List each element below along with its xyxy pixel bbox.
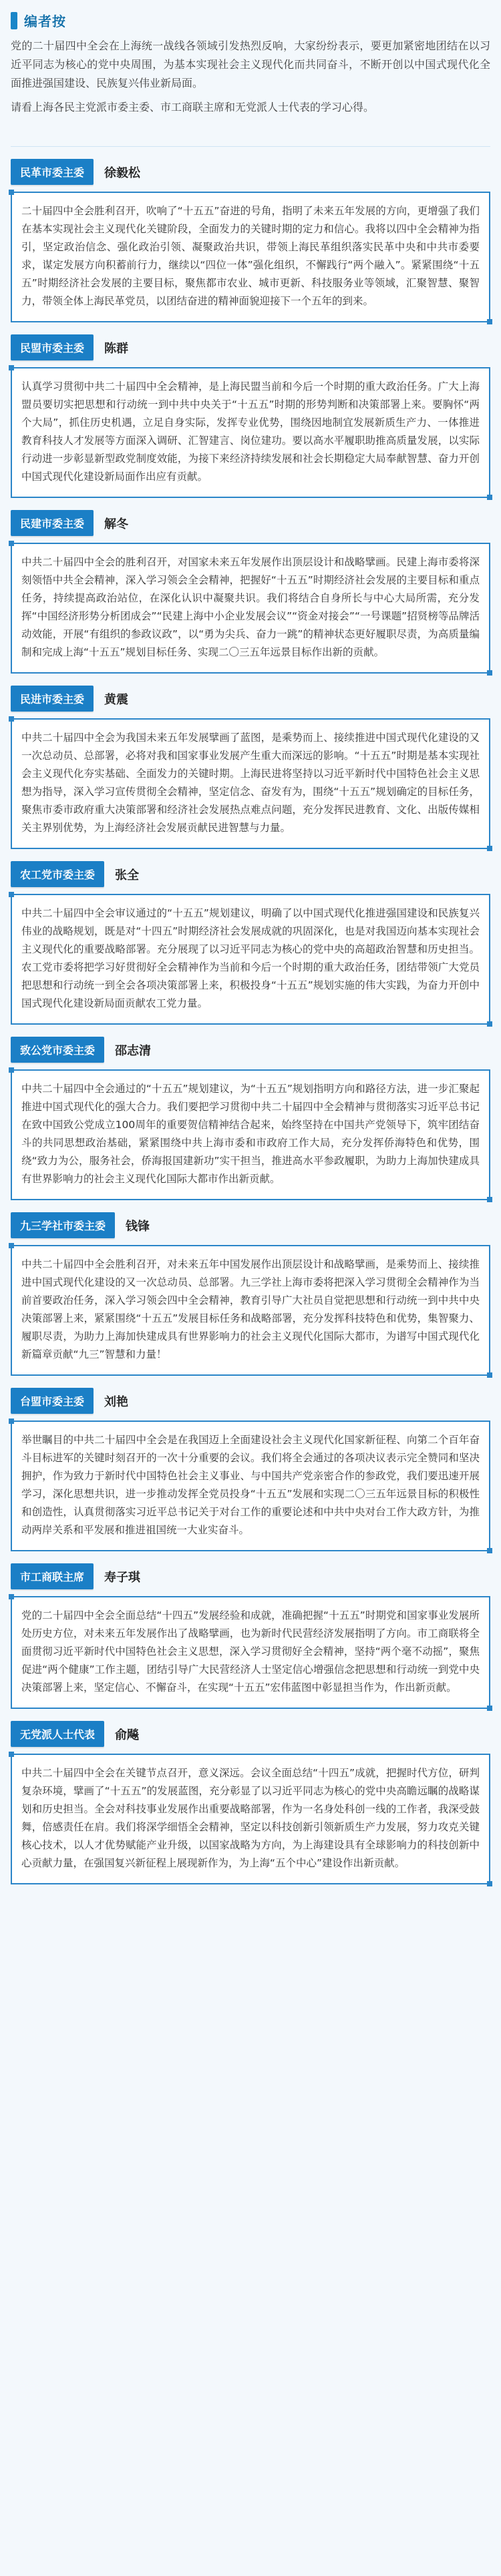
section-minge — [11, 159, 490, 322]
section-text: 中共二十届四中全会在关键节点召开，意义深远。会议全面总结“十四五”成就，把握时代方位，研判复杂环境，擘画了“十五五”的发展蓝图，充分彰显了以习近平同志为核心的党中央高瞻远瞩的战略谋划和历史担当。全会对科技事业发展作出重要战略部署，作为一名身处科创一线的工作者，我深受鼓舞，倍感责任在肩。我们将深学细悟全会精神，坚定以科技创新引领新质生产力发展，努力攻克关键核心技术，以人才优势赋能产业升级，以国家战略为方向，为上海建设具有全球影响力的科技创新中心贡献力量，在强国复兴新征程上展现新作为，为上海“五个中心”建设作出新贡献。 — [21, 1767, 480, 1869]
party-badge: 民进市委主委 — [11, 686, 94, 712]
divider — [11, 146, 490, 147]
section-minjin — [11, 686, 490, 849]
speaker-name: 黄震 — [104, 692, 129, 707]
section-nonggong — [11, 861, 490, 1025]
editor-note — [0, 0, 501, 134]
speaker-name: 刘艳 — [104, 1394, 129, 1409]
section-zhigong — [11, 1037, 490, 1200]
section-header — [11, 1721, 490, 1747]
editor-note-body — [11, 37, 490, 117]
section-text: 中共二十届四中全会的胜利召开，对国家未来五年发展作出顶层设计和战略擘画。民建上海市委将深刻领悟中共全会精神，深入学习领会全会精神，把握好“十五五”时期经济社会发展的主要目标和重点任务，持续提高政治站位，在深化认识中凝聚共识。我们将结合自身所长与中心大局所需，充分发挥“中国经济形势分析团成会”“民建上海中小企业发展会议”“资金对接会”“一号课题”招贤榜等品牌活动效能，开展“有组织的参政议政”，以“勇为尖兵、奋力一跳”的精神状态更好履职尽责，为高质量编制和完成上海“十五五”规划目标任务、实现二〇三五年远景目标作出新的贡献。 — [21, 556, 480, 658]
section-header — [11, 1388, 490, 1414]
party-badge: 民建市委主委 — [11, 510, 94, 536]
section-header — [11, 334, 490, 360]
section-content — [11, 1245, 490, 1376]
section-jiusan — [11, 1212, 490, 1376]
speaker-name: 徐毅松 — [104, 166, 141, 180]
party-badge: 农工党市委主委 — [11, 861, 104, 887]
speaker-name: 张全 — [115, 868, 140, 882]
party-badge: 市工商联主席 — [11, 1563, 94, 1589]
section-content — [11, 718, 490, 849]
section-text: 举世瞩目的中共二十届四中全会是在我国迈上全面建设社会主义现代化国家新征程、向第二个百年奋斗目标进军的关键时刻召开的一次十分重要的会议。我们将全会通过的各项决议表示完全赞同和坚决拥护，作为致力于新时代中国特色社会主义事业、与中国共产党亲密合作的参政党，我们要迅速开展学习，深化思想共识，进一步推动发挥全党员投身“十五五”发展和实现二〇三五年远景目标的积极性和创造性，认真贯彻落实习近平总书记关于对台工作的重要论述和中共中央对台工作大政方针，为推动两岸关系和平发展和推进祖国统一大业实奋斗。 — [21, 1434, 480, 1536]
section-gongshanglian — [11, 1563, 490, 1709]
section-text: 中共二十届四中全会胜利召开，对未来五年中国发展作出顶层设计和战略擘画，是乘势而上、接续推进中国式现代化建设的又一次总动员、总部署。九三学社上海市委将把深入学习贯彻全会精神作为当前首要政治任务，深入学习领会四中全会精神，教育引导广大社员自觉把思想和行动统一到中共中央决策部署上来，紧紧围绕“十五五”发展目标任务和战略部署，充分发挥科技特色和优势，集智聚力、履职尽责，为助力上海加快建成具有世界影响力的社会主义现代化国际大都市，为谱写中国式现代化新篇章贡献“九三”智慧和力量！ — [21, 1258, 480, 1360]
section-text: 中共二十届四中全会审议通过的“十五五”规划建议，明确了以中国式现代化推进强国建设和民族复兴伟业的战略规划，既是对“十四五”时期经济社会发展成就的巩固深化，也是对我国迈向基本实现社会主义现代化的重要战略部署。充分展现了以习近平同志为核心的党中央的高超政治智慧和历史担当。农工党市委将把学习好贯彻好全会精神作为当前和今后一个时期的重大政治任务，团结带领广大党员把思想和行动统一到全会各项决策部署上来，积极投身“十五五”规划实施的伟大实践，为奋力开创中国式现代化建设新局面贡献农工党力量。 — [21, 907, 480, 1009]
speaker-name: 俞飚 — [115, 1728, 140, 1742]
section-header — [11, 686, 490, 712]
section-text: 认真学习贯彻中共二十届四中全会精神，是上海民盟当前和今后一个时期的重大政治任务。广大上海盟员要切实把思想和行动统一到中共中央关于“十五五”时期的形势判断和决策部署上来。要胸怀“两个大局”，抓住历史机遇，立足自身实际，发挥专业优势，围绕因地制宜发展新质生产力、一体推进教育科技人才发展等方面深入调研、汇智建言、岗位建功。要以高水平履职助推高质量发展，以实际行动进一步彰显新型政党制度效能，为接下来经济持续发展和社会长期稳定大局奉献智慧、奋力开创中国式现代化建设新局面作出应有贡献。 — [21, 380, 480, 483]
section-header — [11, 1212, 490, 1238]
speaker-name: 邵志清 — [115, 1043, 152, 1058]
section-text: 党的二十届四中全会全面总结“十四五”发展经验和成就，准确把握“十五五”时期党和国家事业发展所处历史方位，对未来五年发展作出了战略擘画，也为新时代民营经济发展指明了方向。市工商联将全面贯彻习近平新时代中国特色社会主义思想，深入学习贯彻好全会精神，坚持“两个毫不动摇”，聚焦促进“两个健康”工作主题，团结引导广大民营经济人士坚定信心增强信念把思想和行动统一到党中央决策部署上来，坚定信心、不懈奋斗，在实现“十五五”宏伟蓝图中彰显担当作为，作出新贡献。 — [21, 1609, 480, 1694]
section-minjian — [11, 510, 490, 674]
section-header — [11, 510, 490, 536]
section-content — [11, 543, 490, 674]
section-content — [11, 192, 490, 322]
section-content — [11, 1596, 490, 1709]
section-taimeng — [11, 1388, 490, 1551]
party-badge: 致公党市委主委 — [11, 1037, 104, 1063]
section-minmeng — [11, 334, 490, 498]
section-content — [11, 1421, 490, 1551]
party-badge: 无党派人士代表 — [11, 1721, 104, 1747]
section-header — [11, 1037, 490, 1063]
party-badge: 民盟市委主委 — [11, 334, 94, 360]
section-content — [11, 894, 490, 1025]
party-badge: 台盟市委主委 — [11, 1388, 94, 1414]
section-header — [11, 1563, 490, 1589]
section-content — [11, 1754, 490, 1884]
section-text: 中共二十届四中全会通过的“十五五”规划建议，为“十五五”规划指明方向和路径方法，进一步汇聚起推进中国式现代化的强大合力。我们要把学习贯彻中共二十届四中全会精神与贯彻落实习近平总书记在致中国致公党成立100周年的重要贺信精神结合起来，始终坚持在中国共产党领导下，筑牢团结奋斗的共同思想政治基础，紧紧围绕中共上海市委和市政府工作大局，充分发挥侨海特色和优势，围绕“致力为公，服务社会，侨海报国建新功”实干担当，推进高水平参政履职，为助力上海加快建成具有世界影响力的社会主义现代化国际大都市作出新贡献。 — [21, 1083, 480, 1185]
speaker-name: 钱锋 — [126, 1219, 150, 1234]
editor-note-paragraph: 请看上海各民主党派市委主委、市工商联主席和无党派人士代表的学习心得。 — [11, 101, 375, 113]
section-text: 中共二十届四中全会为我国未来五年发展擘画了蓝图，是乘势而上、接续推进中国式现代化建设的又一次总动员、总部署，必将对我和国家事业发展产生重大而深远的影响。“十五五”时期是基本实现社会主义现代化夯实基础、全面发力的关键时期。上海民进将坚持以习近平新时代中国特色社会主义思想为指导，深入学习宣传贯彻全会精神，坚定信念、奋发有为，围绕“十五五”规划确定的目标任务，聚焦市委市政府重大决策部署和经济社会发展热点难点问题，充分发挥民进教育、文化、出版传媒相关主界别优势，为上海经济社会发展贡献民进智慧与力量。 — [21, 732, 480, 834]
editor-note-paragraph: 党的二十届四中全会在上海统一战线各领域引发热烈反响，大家纷纷表示，要更加紧密地团结在以习近平同志为核心的党中央周围，为基本实现社会主义现代化而共同奋斗，不断开创以中国式现代化全面推进强国建设、民族复兴伟业新局面。 — [11, 39, 490, 89]
speaker-name: 解冬 — [104, 517, 129, 531]
section-text: 二十届四中全会胜利召开，吹响了“十五五”奋进的号角，指明了未来五年发展的方向，更增强了我们在基本实现社会主义现代化关键阶段，全面发力的关键时期的定力和信心。我将以四中全会精神为指引，坚定政治信念、强化政治引领、凝聚政治共识，带领上海民革组织落实民革中央和中共市委要求，谋定发展方向积蓄前行力，继续以“四位一体”强化组织，不懈践行“两个融入”。紧紧围绕“十五五”时期经济社会发展的主要目标，聚焦都市农业、城市更新、科技服务业等领域，汇聚智慧、聚智力，带领全体上海民革党员，以团结奋进的精神面貌迎接下一个五年的到来。 — [21, 205, 480, 307]
section-content — [11, 367, 490, 498]
editor-note-marker — [11, 12, 17, 29]
section-content — [11, 1069, 490, 1200]
editor-note-label: 编者按 — [24, 13, 66, 29]
speaker-name: 寿子琪 — [104, 1570, 141, 1585]
section-wudangpai — [11, 1721, 490, 1884]
party-badge: 九三学社市委主委 — [11, 1212, 115, 1238]
section-header — [11, 861, 490, 887]
party-badge: 民革市委主委 — [11, 159, 94, 185]
speaker-name: 陈群 — [104, 341, 129, 356]
section-header — [11, 159, 490, 185]
editor-note-header — [11, 11, 490, 30]
